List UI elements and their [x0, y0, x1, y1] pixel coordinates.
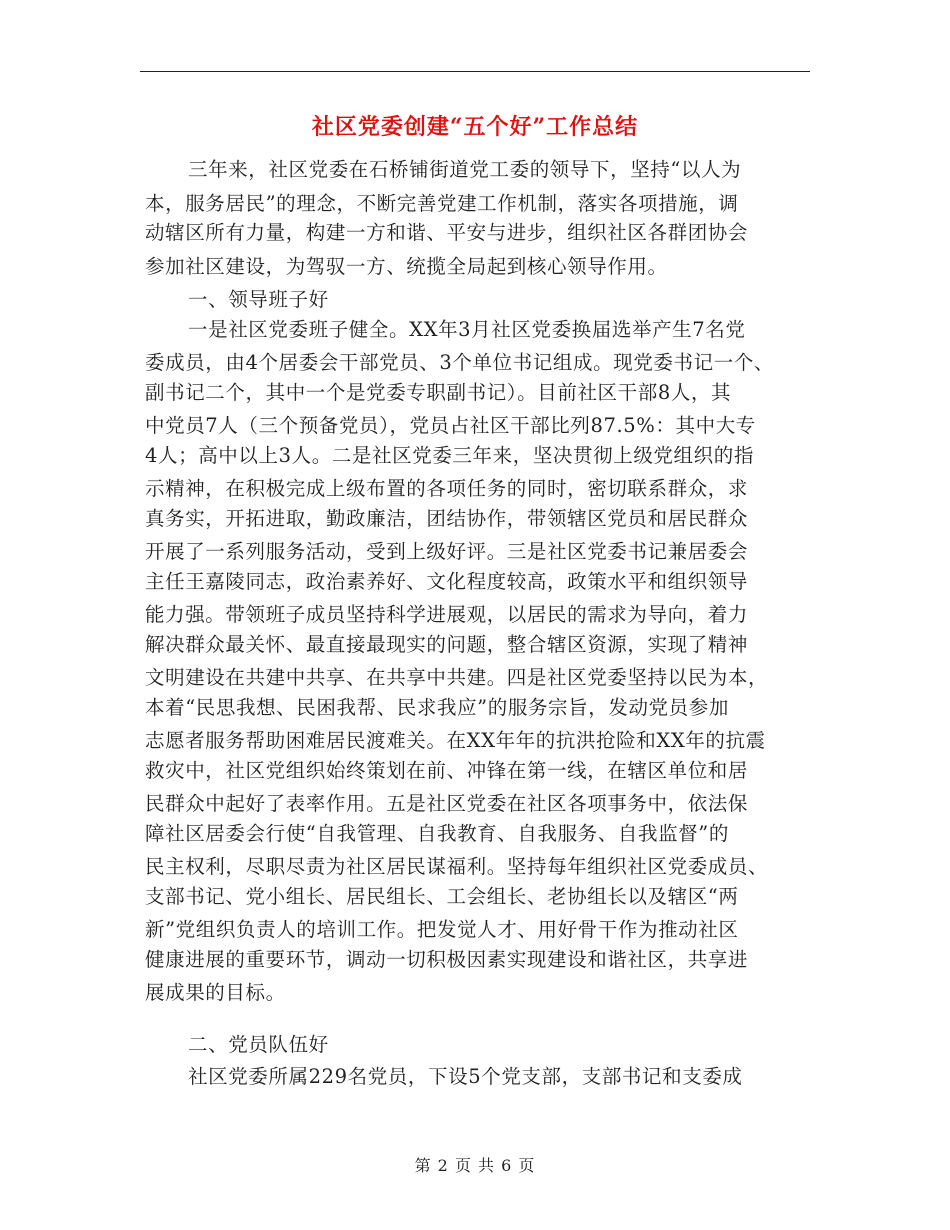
body-line: 救灾中，社区党组织始终策划在前、冲锋在第一线，在辖区单位和居 — [145, 759, 749, 782]
body-line: 社区党委所属229名党员，下设5个党支部，支部书记和支委成 — [188, 1065, 743, 1088]
body-line: 示精神，在积极完成上级布置的各项任务的同时，密切联系群众，求 — [145, 477, 749, 500]
body-line: 开展了一系列服务活动，受到上级好评。三是社区党委书记兼居委会 — [145, 540, 749, 563]
body-line: 民群众中起好了表率作用。五是社区党委在社区各项事务中，依法保 — [145, 792, 749, 815]
body-line: 本着“民思我想、民困我帮、民求我应”的服务宗旨，发动党员参加 — [145, 696, 729, 719]
body-line: 一是社区党委班子健全。XX年3月社区党委换届选举产生7名党 — [188, 318, 746, 341]
body-line: 新”党组织负责人的培训工作。把发觉人才、用好骨干作为推动社区 — [145, 918, 739, 941]
body-line: 健康进展的重要环节，调动一切积极因素实现建设和谐社区，共享进 — [145, 948, 749, 971]
body-line: 动辖区所有力量，构建一方和谐、平安与进步，组织社区各群团协会 — [145, 221, 749, 244]
body-line: 志愿者服务帮助困难居民渡难关。在XX年年的抗洪抢险和XX年的抗震 — [145, 729, 766, 752]
body-line: 主任王嘉陵同志，政治素养好、文化程度较高，政策水平和组织领导 — [145, 570, 749, 593]
body-line: 三年来，社区党委在石桥铺街道党工委的领导下，坚持“以人为 — [188, 158, 742, 181]
body-line: 民主权利，尽职尽责为社区居民谋福利。坚持每年组织社区党委成员、 — [145, 855, 769, 878]
body-line: 障社区居委会行使“自我管理、自我教育、自我服务、自我监督”的 — [145, 822, 729, 845]
body-line: 展成果的目标。 — [145, 981, 286, 1004]
document-title: 社区党委创建“五个好”工作总结 — [311, 114, 639, 140]
body-line: 中党员7人（三个预备党员），党员占社区干部比列87.5%：其中大专 — [145, 414, 756, 437]
body-line: 能力强。带领班子成员坚持科学进展观，以居民的需求为导向，着力 — [145, 603, 749, 626]
section-heading: 二、党员队伍好 — [188, 1033, 329, 1056]
body-line: 委成员，由4个居委会干部党员、3个单位书记组成。现党委书记一个、 — [145, 351, 775, 374]
page-number: 第 2 页 共 6 页 — [414, 1156, 536, 1175]
body-line: 本，服务居民”的理念，不断完善党建工作机制，落实各项措施，调 — [145, 192, 739, 215]
header-rule — [140, 71, 810, 72]
body-line: 支部书记、党小组长、居民组长、工会组长、老协组长以及辖区“两 — [145, 885, 739, 908]
body-line: 参加社区建设，为驾驭一方、统揽全局起到核心领导作用。 — [145, 255, 668, 278]
body-line: 解决群众最关怀、最直接最现实的问题，整合辖区资源，实现了精神 — [145, 633, 749, 656]
body-line: 真务实，开拓进取，勤政廉洁，团结协作，带领辖区党员和居民群众 — [145, 507, 749, 530]
body-line: 副书记二个，其中一个是党委专职副书记）。目前社区干部8人，其 — [145, 381, 732, 404]
section-heading: 一、领导班子好 — [188, 288, 329, 311]
body-line: 4人；高中以上3人。二是社区党委三年来，坚决贯彻上级党组织的指 — [145, 444, 754, 467]
body-line: 文明建设在共建中共享、在共享中共建。四是社区党委坚持以民为本， — [145, 666, 769, 689]
